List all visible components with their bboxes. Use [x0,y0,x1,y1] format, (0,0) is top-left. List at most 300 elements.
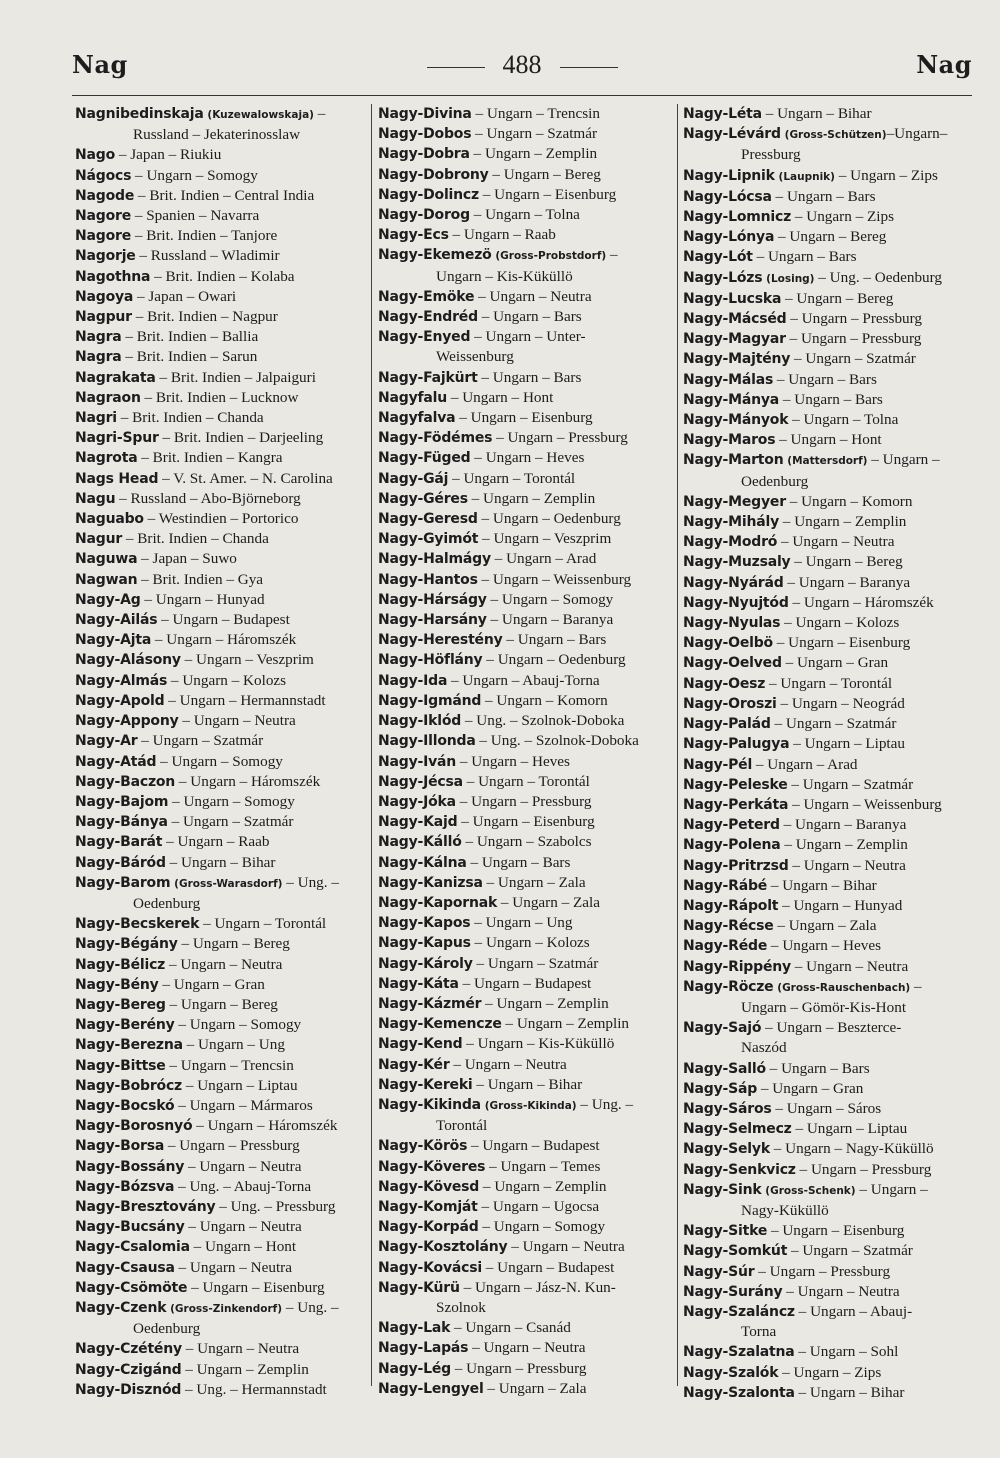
entry-headword: Nagy-Kázmér [378,995,482,1012]
gazetteer-entry [683,552,975,572]
entry-location: – Ungarn – Szabolcs [461,833,592,851]
gazetteer-entry [683,268,975,289]
gazetteer-entry [75,873,367,914]
gazetteer-entry [75,772,367,792]
gazetteer-entry [378,1217,674,1237]
entry-headword: Nagy-Kövesd [378,1178,480,1195]
entry-location: – Ungarn – Unter- [470,328,586,346]
entry-location: – Ungarn – Bars [502,631,607,649]
gazetteer-entry [683,1282,975,1302]
header-dash-right [560,67,618,68]
entry-location: – Ungarn – Bars [477,308,582,326]
entry-location: – Ungarn – Neutra [184,1157,302,1175]
entry-location: – Ungarn – Pressburg [754,1262,891,1280]
entry-location: – Ungarn – Trencsin [165,1056,294,1074]
gazetteer-entry [378,630,674,650]
entry-location: – Ungarn – Bereg [774,228,887,246]
entry-headword: Nagy-Barát [75,834,163,851]
entry-headword: Nagy-Bélicz [75,956,166,973]
entry-location: – Ungarn – Torontál [765,674,893,692]
gazetteer-entry [683,370,975,390]
gazetteer-entry [75,104,367,145]
gazetteer-entry [75,590,367,610]
entry-location: – Ungarn – Szatmár [167,813,294,831]
gazetteer-entry [75,448,367,468]
entry-location: – Ungarn – Bars [779,390,883,408]
column-divider-2 [677,104,678,1386]
entry-location: – Ungarn – Gran [757,1079,864,1097]
entry-headword: Nagy-Súr [683,1263,755,1280]
entry-location: – Ungarn – Torontál [448,469,576,487]
gazetteer-entry [75,691,367,711]
gazetteer-entry [683,775,975,795]
gazetteer-entry [75,853,367,873]
entry-location: – [910,977,922,995]
entry-location: – Ung. – Szolnok-Doboka [461,712,625,730]
gazetteer-entry [75,812,367,832]
entry-headword: Nagy-Lomnicz [683,209,792,226]
gazetteer-entry [683,1262,975,1282]
entry-location: – Ungarn – Abauj- [794,1302,913,1320]
entry-headword: Nagy-Kend [378,1036,463,1053]
gazetteer-entry [683,512,975,532]
gazetteer-entry [75,1298,367,1339]
gazetteer-entry [683,207,975,227]
gazetteer-entry [378,368,674,388]
entry-location: – Ungarn – Mármaros [174,1096,313,1114]
gazetteer-entry [683,835,975,855]
gazetteer-entry [683,410,975,430]
entry-location: – Ungarn – Baranya [783,573,911,591]
entry-location: – Ungarn – Ung [182,1036,285,1054]
entry-location: – Ung. – [282,1298,339,1316]
page-header [72,50,972,86]
gazetteer-entry [378,913,674,933]
entry-headword: Nagore [75,228,132,245]
entry-headword: Nagpur [75,309,132,326]
entry-headword: Nagy-Marton [683,452,784,469]
entry-headword: Nagy-Palád [683,716,771,733]
entry-location: – Ungarn – Bars [477,368,582,386]
entry-headword: Nagy-Bajom [75,793,169,810]
entry-headword: Nagy-Nyárád [683,574,784,591]
gazetteer-entry [75,610,367,630]
entry-location: – Ungarn – Zemplin [481,994,609,1012]
entry-continuation: Naszód [741,1039,787,1057]
gazetteer-entry [378,711,674,731]
gazetteer-entry [378,691,674,711]
entry-location: – Ungarn – Sohl [794,1343,899,1361]
entry-headword: Nagy-Bresztovány [75,1198,216,1215]
entry-headword: Nagy-Rippény [683,958,791,975]
entry-alt-name: (Losing) [766,272,815,285]
entry-headword: Nagy-Füged [378,450,471,467]
entry-location: – Ungarn – Bereg [488,165,601,183]
entry-location: – Ungarn – Pressburg [786,310,923,328]
entry-headword: Nagy-Ailás [75,612,158,629]
entry-headword: Nagy-Bucsány [75,1219,185,1236]
entry-headword: Nagy-Káta [378,975,459,992]
entry-headword: Nagy-Kemencze [378,1016,502,1033]
entry-headword: Nagy-Pritrzsd [683,857,789,874]
entry-headword: Nagy-Peterd [683,817,780,834]
gazetteer-entry [75,1278,367,1298]
entry-location: – Ungarn – Bihar [761,105,872,122]
gazetteer-entry [75,1258,367,1278]
entry-headword: Nagy-Maros [683,432,776,449]
gazetteer-entry [683,916,975,936]
gazetteer-entry [75,408,367,428]
entry-headword: Nagy-Atád [75,753,157,770]
gazetteer-entry [378,812,674,832]
gazetteer-entry [378,165,674,185]
entry-headword: Nagy-Szalatna [683,1344,795,1361]
gazetteer-entry [683,1160,975,1180]
entry-location: – Ungarn – Hont [447,388,554,406]
entry-headword: Nagy-Bény [75,976,159,993]
entry-headword: Nagy-Jécsa [378,773,463,790]
entry-continuation: Oedenburg [133,1320,201,1338]
entry-location: – Ungarn – Eisenburg [772,634,911,652]
entry-headword: Nagy-Borosnyó [75,1118,193,1135]
entry-location: – Ungarn – Somogy [478,1218,606,1236]
entry-location: – Ungarn – Kis-Küküllö [462,1035,615,1053]
entry-location: – Ung. – Pressburg [215,1197,336,1215]
gazetteer-entry [378,124,674,144]
gazetteer-entry [378,1258,674,1278]
entry-headword: Nagy-Kér [378,1056,450,1073]
gazetteer-entry [378,590,674,610]
entry-location: – Ungarn – Bereg [790,553,903,571]
entry-location: – Ungarn – Neutra [474,287,592,305]
entry-location: – Ungarn – Szatmár [787,775,914,793]
gazetteer-entry [378,549,674,569]
gazetteer-entry [378,144,674,164]
entry-location: – Ungarn – Raab [162,833,270,851]
entry-headword: Nagy-Borsa [75,1138,165,1155]
gazetteer-entry [378,853,674,873]
entry-location: – [313,105,326,122]
gazetteer-entry [75,529,367,549]
entry-location: – Ungarn – Zala [497,893,600,911]
entry-location: – Ungarn – Pressburg [795,1160,932,1178]
entry-location: – Ungarn – Hunyad [140,590,265,608]
gazetteer-entry [75,792,367,812]
entry-location: – Ungarn – Zala [483,1379,587,1397]
entry-location: – Ungarn – Zemplin [469,145,598,163]
entry-continuation: Nagy-Küküllö [741,1201,829,1219]
entry-location: – Ungarn – Bars [765,1059,870,1077]
gazetteer-entry [378,570,674,590]
gazetteer-entry [75,1136,367,1156]
gazetteer-entry [75,1157,367,1177]
entry-location: – Ungarn – Budapest [458,974,592,992]
entry-headword: Nagy-Hantos [378,571,478,588]
gazetteer-entry [75,1096,367,1116]
entry-headword: Nagy-Récse [683,918,774,935]
entry-headword: Nagy-Baczon [75,773,176,790]
entry-location: – Ungarn – Budapest [467,1137,600,1155]
entry-location: – Ungarn – Pressburg [455,792,592,810]
entry-headword: Nagy-Magyar [683,331,786,348]
gazetteer-entry [75,1197,367,1217]
gazetteer-entry [378,772,674,792]
entry-headword: Nagy-Bocskó [75,1097,175,1114]
gazetteer-entry [683,1363,975,1383]
entry-headword: Nagy-Megyer [683,493,786,510]
entry-location: – Ungarn – Kolozs [780,614,900,632]
entry-headword: Nagy-Kálló [378,834,462,851]
entry-location: – Ungarn – Neutra [184,1218,302,1236]
running-head-right: Nag [916,50,972,79]
gazetteer-entry [683,450,975,491]
entry-location: – Ungarn – Beszterce- [761,1019,902,1037]
entry-location: – Ungarn – Komorn [785,492,913,510]
gazetteer-entry [75,469,367,489]
gazetteer-entry [378,428,674,448]
gazetteer-entry [683,1180,975,1221]
entry-headword: Nagy-Enyed [378,329,471,346]
gazetteer-entry [75,509,367,529]
gazetteer-entry [683,1079,975,1099]
gazetteer-entry [683,430,975,450]
entry-alt-name: (Laupnik) [778,170,835,183]
entry-location: – Russland – Wladimir [135,247,280,265]
entry-continuation: Szolnok [436,1298,486,1316]
gazetteer-entry [378,1237,674,1257]
entry-alt-name: (Gross-Rauschenbach) [777,981,911,994]
gazetteer-entry [683,795,975,815]
entry-location: – Ungarn – Hont [189,1238,297,1256]
entry-headword: Nagy-Jóka [378,793,456,810]
gazetteer-entry [75,650,367,670]
entry-location: – Brit. Indien – Kolaba [150,267,295,285]
entry-headword: Nagy-Gáj [378,470,449,487]
entry-headword: Nagoya [75,288,134,305]
gazetteer-entry [75,368,367,388]
entry-headword: Nagy-Károly [378,955,473,972]
entry-headword: Nagy-Becskerek [75,916,200,933]
gazetteer-entry [75,955,367,975]
entry-headword: Nagy-Berény [75,1017,175,1034]
entry-location: – Ungarn – Baranya [779,816,907,834]
entry-headword: Nagy-Dorog [378,207,470,224]
entry-headword: Nagy-Ekemezö [378,247,492,264]
entry-headword: Nagy-Dobos [378,126,472,143]
entry-headword: Nagy-Szalonta [683,1384,795,1401]
entry-location: – Ungarn – Pressburg [164,1137,300,1155]
entry-headword: Nago [75,147,116,164]
entry-headword: Nagy-Bégány [75,936,178,953]
entry-location: – Ungarn – Bars [466,853,571,871]
entry-location: – Ungarn – Háromszék [175,772,321,790]
entry-headword: Naguwa [75,551,138,568]
entry-headword: Nagy-Peleske [683,776,788,793]
entry-continuation: Russland – Jekaterinosslaw [133,126,301,144]
entry-headword: Nagorje [75,248,136,265]
entry-location: – Ungarn – Bereg [177,935,290,953]
gazetteer-entry [75,1056,367,1076]
entry-headword: Nagy-Herestény [378,632,503,649]
gazetteer-entry [75,671,367,691]
entry-headword: Nagy-Surány [683,1283,783,1300]
entry-location: – Brit. Indien – Darjeeling [158,429,324,447]
entry-headword: Nagy-Rápolt [683,897,779,914]
entry-location: – Brit. Indien – Kangra [137,449,283,467]
entry-headword: Nagraon [75,389,141,406]
entry-headword: Nagy-Disznód [75,1381,182,1398]
entry-location: – Ungarn – Somogy [174,1016,302,1034]
gazetteer-entry [75,995,367,1015]
entry-location: – Ungarn – Neográd [776,694,905,712]
entry-alt-name: (Kuzewalowskaja) [207,109,314,121]
entry-headword: Nagy-Somkút [683,1243,788,1260]
entry-location: – Ungarn – Neutra [790,957,909,975]
entry-headword: Nagy-Mihály [683,514,779,531]
entry-headword: Nagy-Lócsa [683,188,772,205]
entry-location: – Ungarn – Weissenburg [788,795,942,813]
entry-location: – Ungarn – Szatmár [787,1242,913,1260]
entry-location: – Ungarn – Somogy [486,590,614,608]
entry-location: – Ungarn – Nagy-Küküllö [769,1140,934,1158]
entry-location: – Ung. – Szolnok-Doboka [475,732,639,750]
gazetteer-entry [75,327,367,347]
entry-continuation: Oedenburg [741,472,809,490]
entry-headword: Nagy-Czétény [75,1341,182,1358]
gazetteer-entry [683,896,975,916]
gazetteer-entry [75,206,367,226]
entry-location: – Ungarn – Szatmár [137,732,264,750]
entry-headword: Nagy-Selmecz [683,1121,792,1138]
gazetteer-entry [378,994,674,1014]
entry-headword: Nagy-Kajd [378,814,458,831]
entry-headword: Nagy-Mányok [683,412,789,429]
entry-location: – Ungarn – Heves [456,752,570,770]
entry-headword: Nagore [75,208,132,225]
entry-headword: Nagy-Appony [75,713,179,730]
gazetteer-entry [378,954,674,974]
gazetteer-entry [75,1339,367,1359]
running-head-left: Nag [72,50,128,79]
entry-location: – Ungarn – Szatmár [770,715,897,733]
gazetteer-entry [75,388,367,408]
entry-headword: Nagy-Sajó [683,1020,762,1037]
entry-location: – Ungarn – Zemplin [479,1177,607,1195]
entry-location: – Japan – Riukiu [115,146,222,164]
entry-headword: Nagy-Bereg [75,996,166,1013]
entry-headword: Nagy-Modró [683,534,778,551]
entry-headword: Nagy-Perkáta [683,796,789,813]
entry-headword: Nagy-Dolincz [378,186,479,203]
entry-location: – Ungarn – Oedenburg [482,651,626,669]
entry-headword: Nagy-Lég [378,1360,451,1377]
entry-headword: Nagy-Röcze [683,978,774,995]
gazetteer-entry [378,1197,674,1217]
gazetteer-entry [75,246,367,266]
entry-headword: Nagy-Mánya [683,391,780,408]
gazetteer-entry [378,307,674,327]
gazetteer-entry [378,1177,674,1197]
entry-headword: Nagy-Nyulas [683,615,781,632]
entry-location: – Ungarn – Oedenburg [477,510,621,528]
entry-headword: Nagy-Sitke [683,1223,768,1240]
gazetteer-entry [75,489,367,509]
gazetteer-entry [683,1119,975,1139]
entry-location: – Ungarn – Háromszék [192,1117,338,1135]
gazetteer-entry [378,469,674,489]
gazetteer-entry [378,1157,674,1177]
entry-headword: Nagy-Polena [683,837,781,854]
gazetteer-entry [683,1099,975,1119]
entry-location: – Ung. – [576,1095,634,1113]
entry-location: – Ungarn – Bihar [165,853,276,871]
entry-headword: Nagothna [75,268,151,285]
entry-location: – Ung. – [282,873,339,891]
gazetteer-entry [378,327,674,367]
gazetteer-entry [75,428,367,448]
gazetteer-entry [75,630,367,650]
gazetteer-entry [378,1055,674,1075]
entry-headword: Nagy-Alásony [75,652,181,669]
entry-location: – Ungarn – Pressburg [450,1359,587,1377]
entry-alt-name: (Gross-Kikinda) [484,1099,577,1112]
gazetteer-entry [378,671,674,691]
gazetteer-entry [378,1014,674,1034]
entry-headword: Nagnibedinskaja [75,106,204,122]
entry-headword: Nagy-Hárságy [378,591,487,608]
entry-location: – Ungarn – Zemplin [780,836,908,854]
entry-headword: Nagy-Iklód [378,713,462,730]
entry-location: – Ungarn – Bihar [767,876,877,894]
entry-location: – Ungarn – Zips [778,1363,882,1381]
entry-headword: Nagy-Berezna [75,1037,183,1054]
entry-location: – Ungarn – Liptau [791,1120,908,1138]
entry-headword: Nagy-Komját [378,1198,478,1215]
entry-location: – Brit. Indien – Lucknow [140,388,299,406]
gazetteer-entry [378,408,674,428]
gazetteer-entry [683,613,975,633]
gazetteer-entry [75,145,367,165]
gazetteer-entry [75,570,367,590]
entry-location: – Ungarn – Sáros [771,1099,882,1117]
gazetteer-entry [683,166,975,187]
gazetteer-entry [378,1338,674,1358]
entry-location: – Ungarn – Arad [490,550,597,568]
entry-headword: Nagy-Szaláncz [683,1303,795,1320]
gazetteer-entry [75,549,367,569]
gazetteer-entry [378,832,674,852]
gazetteer-entry [683,1018,975,1058]
entry-headword: Nagy-Nyujtód [683,594,789,611]
entry-alt-name: (Gross-Zinkendorf) [170,1302,283,1315]
gazetteer-entry [75,166,367,186]
entry-headword: Nagwan [75,571,138,588]
entry-headword: Nagy-Oelved [683,655,782,672]
entry-headword: Nagy-Gyimót [378,531,479,548]
entry-headword: Nagy-Endréd [378,309,478,326]
entry-location: – Brit. Indien – Sarun [121,348,258,366]
entry-headword: Nagy-Lót [683,249,753,266]
gazetteer-entry [378,1136,674,1156]
entry-headword: Nagy-Bobrócz [75,1077,183,1094]
entry-headword: Nagy-Pél [683,756,753,773]
entry-location: – Ungarn – [867,451,940,469]
gazetteer-entry [378,1075,674,1095]
entry-headword: Nagra [75,349,122,366]
entry-location: – Ungarn – Eisenburg [767,1222,905,1240]
entry-headword: Nagy-Czenk [75,1299,167,1316]
gazetteer-entry [75,832,367,852]
